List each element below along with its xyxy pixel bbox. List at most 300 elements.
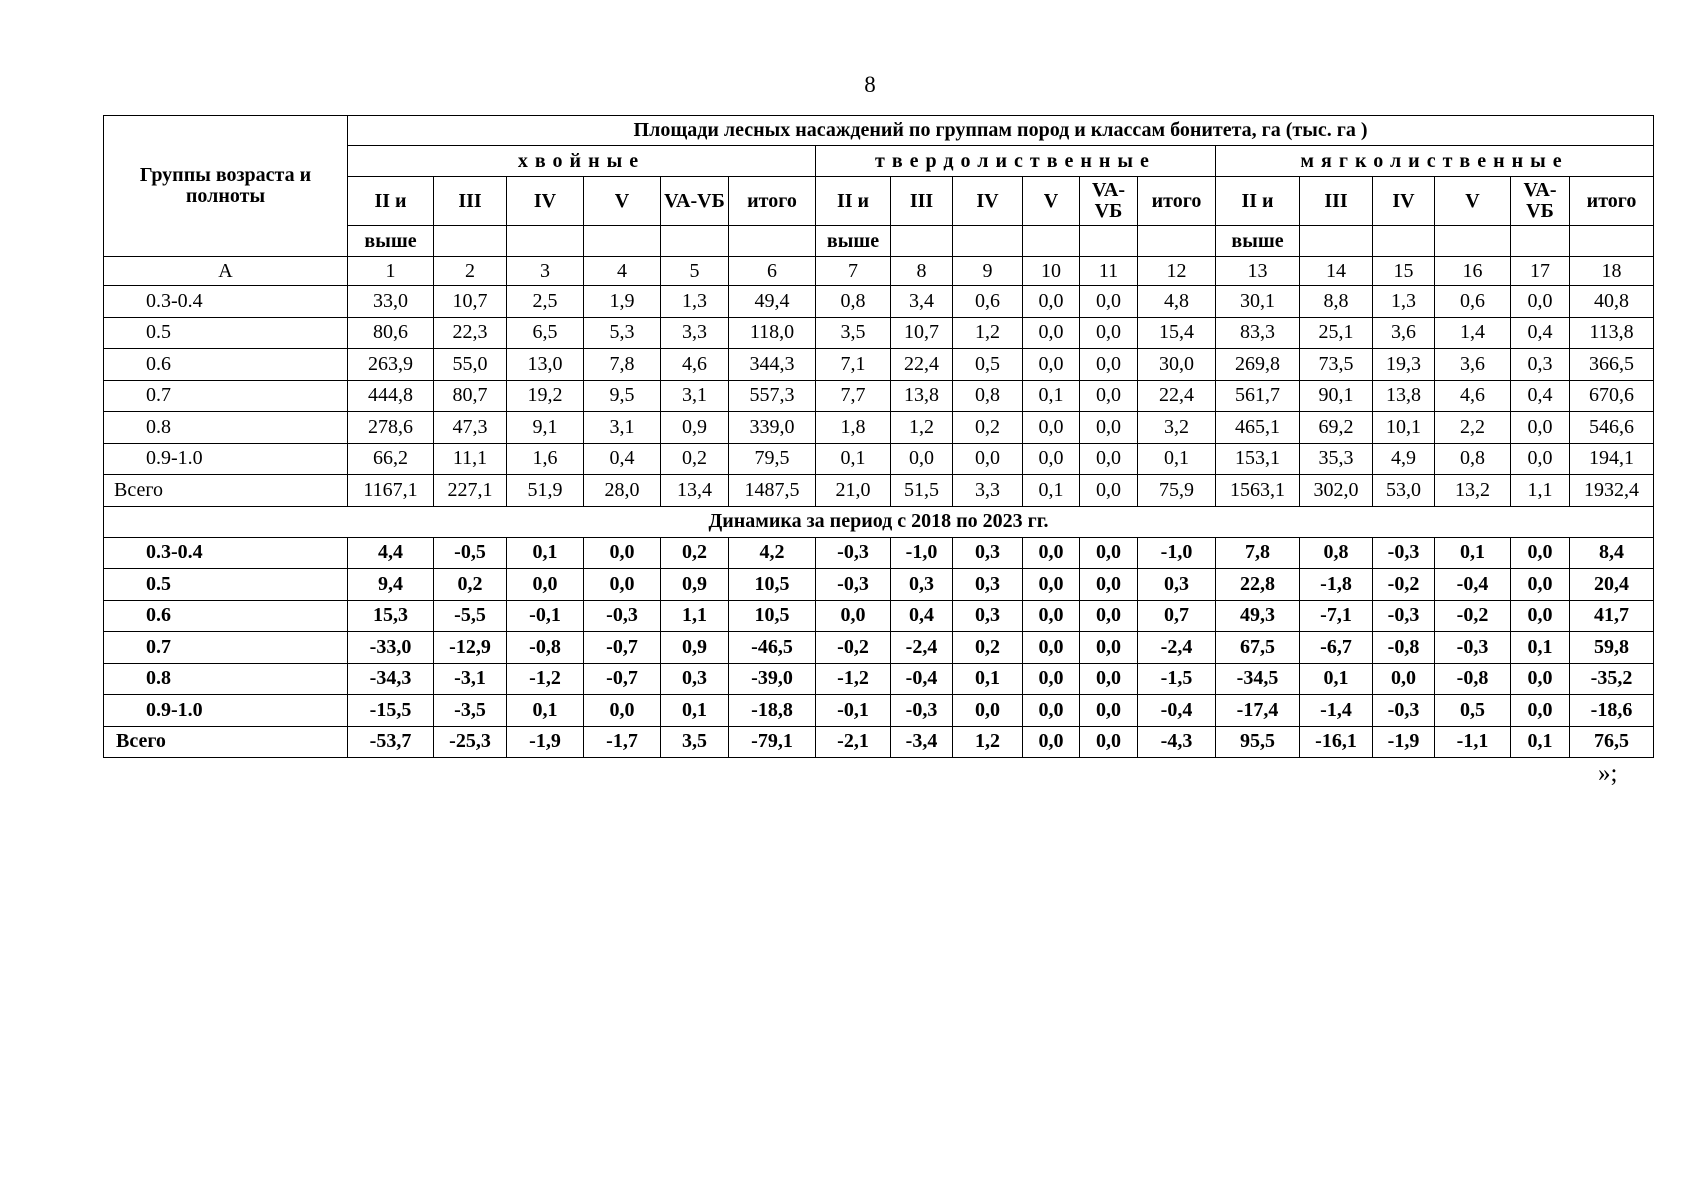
table-cell: 0,3 <box>661 663 729 695</box>
table-cell: -1,5 <box>1138 663 1216 695</box>
table-cell: 0,9 <box>661 632 729 664</box>
column-number: 16 <box>1435 257 1511 286</box>
dynamics-row-label: 0.9-1.0 <box>104 695 348 727</box>
class-header: V <box>1435 177 1511 226</box>
table-cell: 0,0 <box>1080 726 1138 758</box>
table-row <box>104 663 1654 695</box>
class-header: II и <box>1216 177 1300 226</box>
class-subheader <box>953 226 1023 257</box>
table-cell: 83,3 <box>1216 317 1300 349</box>
table-cell: 344,3 <box>729 349 816 381</box>
table-cell: 0,1 <box>1023 475 1080 507</box>
table-cell: 153,1 <box>1216 443 1300 475</box>
table-cell: 79,5 <box>729 443 816 475</box>
table-cell: -2,1 <box>816 726 891 758</box>
total-label: Всего <box>104 475 348 507</box>
table-cell: 7,7 <box>816 380 891 412</box>
table-cell: 1167,1 <box>348 475 434 507</box>
table-cell: 8,4 <box>1570 537 1654 569</box>
table-cell: -18,6 <box>1570 695 1654 727</box>
table-row <box>104 569 1654 601</box>
table-cell: -0,4 <box>1435 569 1511 601</box>
column-number: 5 <box>661 257 729 286</box>
table-cell: 28,0 <box>584 475 661 507</box>
table-cell: 1932,4 <box>1570 475 1654 507</box>
table-cell: 1,8 <box>816 412 891 444</box>
table-cell: 3,5 <box>816 317 891 349</box>
table-cell: 0,0 <box>1023 695 1080 727</box>
table-cell: 1,2 <box>891 412 953 444</box>
class-subheader: выше <box>348 226 434 257</box>
column-number: 2 <box>434 257 507 286</box>
stub-header: Группы возраста и полноты <box>104 116 348 257</box>
table-cell: -25,3 <box>434 726 507 758</box>
table-row <box>104 632 1654 664</box>
dynamics-row-label: 0.8 <box>104 663 348 695</box>
table-cell: 0,2 <box>661 537 729 569</box>
table-cell: 0,0 <box>1023 726 1080 758</box>
class-subheader <box>1023 226 1080 257</box>
table-cell: 1487,5 <box>729 475 816 507</box>
class-subheader <box>1570 226 1654 257</box>
table-row <box>104 286 1654 318</box>
table-cell: 0,8 <box>1435 443 1511 475</box>
column-number: 6 <box>729 257 816 286</box>
table-cell: 21,0 <box>816 475 891 507</box>
table-cell: 0,0 <box>1023 600 1080 632</box>
table-cell: 3,3 <box>661 317 729 349</box>
table-cell: 0,0 <box>1080 412 1138 444</box>
class-subheader <box>1435 226 1511 257</box>
table-cell: -34,3 <box>348 663 434 695</box>
closing-quote: »; <box>1598 760 1618 787</box>
table-cell: 0,1 <box>816 443 891 475</box>
class-header: IV <box>507 177 584 226</box>
table-cell: 10,5 <box>729 569 816 601</box>
table-cell: 19,2 <box>507 380 584 412</box>
table-cell: -15,5 <box>348 695 434 727</box>
table-cell: 51,5 <box>891 475 953 507</box>
table-cell: 1,9 <box>584 286 661 318</box>
table-cell: 0,0 <box>1023 443 1080 475</box>
table-cell: 0,0 <box>1080 632 1138 664</box>
table-cell: 0,0 <box>1511 537 1570 569</box>
table-cell: 19,3 <box>1373 349 1435 381</box>
table-cell: 561,7 <box>1216 380 1300 412</box>
table-cell: 67,5 <box>1216 632 1300 664</box>
table-cell: 0,0 <box>816 600 891 632</box>
class-header: IV <box>953 177 1023 226</box>
class-header: V <box>584 177 661 226</box>
table-cell: 0,0 <box>1080 537 1138 569</box>
table-cell: 66,2 <box>348 443 434 475</box>
table-cell: 13,2 <box>1435 475 1511 507</box>
table-cell: 339,0 <box>729 412 816 444</box>
table-cell: 0,0 <box>1080 475 1138 507</box>
table-cell: -7,1 <box>1300 600 1373 632</box>
table-cell: 1,4 <box>1435 317 1511 349</box>
table-cell: 0,0 <box>1023 317 1080 349</box>
column-number: 18 <box>1570 257 1654 286</box>
table-cell: -0,3 <box>584 600 661 632</box>
table-cell: -1,2 <box>507 663 584 695</box>
table-cell: 30,1 <box>1216 286 1300 318</box>
table-cell: 47,3 <box>434 412 507 444</box>
table-cell: 670,6 <box>1570 380 1654 412</box>
table-row <box>104 600 1654 632</box>
table-cell: 0,9 <box>661 569 729 601</box>
table-cell: 0,0 <box>584 569 661 601</box>
table-cell: 7,8 <box>584 349 661 381</box>
table-cell: 1,3 <box>661 286 729 318</box>
table-cell: -12,9 <box>434 632 507 664</box>
table-cell: -0,3 <box>1435 632 1511 664</box>
table-cell: -1,9 <box>1373 726 1435 758</box>
class-header: III <box>1300 177 1373 226</box>
table-cell: -0,3 <box>816 569 891 601</box>
table-cell: -5,5 <box>434 600 507 632</box>
column-number: 13 <box>1216 257 1300 286</box>
column-number: 12 <box>1138 257 1216 286</box>
table-cell: 0,4 <box>891 600 953 632</box>
table-cell: -3,5 <box>434 695 507 727</box>
table-cell: -18,8 <box>729 695 816 727</box>
table-cell: -1,9 <box>507 726 584 758</box>
table-cell: 0,0 <box>1023 663 1080 695</box>
table-cell: -46,5 <box>729 632 816 664</box>
table-cell: 0,0 <box>507 569 584 601</box>
table-cell: 0,5 <box>953 349 1023 381</box>
table-cell: -3,1 <box>434 663 507 695</box>
table-cell: -6,7 <box>1300 632 1373 664</box>
table-cell: -39,0 <box>729 663 816 695</box>
table-cell: 0,0 <box>953 443 1023 475</box>
class-subheader <box>661 226 729 257</box>
row-label: 0.6 <box>104 349 348 381</box>
table-cell: 0,3 <box>953 537 1023 569</box>
table-cell: 1563,1 <box>1216 475 1300 507</box>
table-cell: 3,5 <box>661 726 729 758</box>
table-row <box>104 317 1654 349</box>
dynamics-total-label: Всего <box>104 726 348 758</box>
table-cell: 1,3 <box>1373 286 1435 318</box>
class-header: итого <box>729 177 816 226</box>
table-cell: 40,8 <box>1570 286 1654 318</box>
table-cell: 0,1 <box>953 663 1023 695</box>
table-cell: 0,1 <box>1138 443 1216 475</box>
table-cell: 0,3 <box>891 569 953 601</box>
group-header-conifer: хвойные <box>348 146 816 177</box>
table-cell: 1,1 <box>661 600 729 632</box>
table-cell: 10,1 <box>1373 412 1435 444</box>
dynamics-title: Динамика за период с 2018 по 2023 гг. <box>104 506 1654 537</box>
table-cell: 76,5 <box>1570 726 1654 758</box>
group-header-softwood: мягколиственные <box>1216 146 1654 177</box>
table-cell: -0,7 <box>584 663 661 695</box>
table-cell: 465,1 <box>1216 412 1300 444</box>
table-cell: 0,9 <box>661 412 729 444</box>
forest-area-table <box>103 115 1654 758</box>
table-cell: 4,2 <box>729 537 816 569</box>
table-cell: 0,1 <box>1023 380 1080 412</box>
table-cell: 30,0 <box>1138 349 1216 381</box>
table-cell: 0,3 <box>1138 569 1216 601</box>
table-cell: 118,0 <box>729 317 816 349</box>
table-cell: 13,8 <box>1373 380 1435 412</box>
row-label: 0.5 <box>104 317 348 349</box>
dynamics-row-label: 0.3-0.4 <box>104 537 348 569</box>
class-subheader <box>891 226 953 257</box>
table-cell: 0,8 <box>1300 537 1373 569</box>
table-cell: 53,0 <box>1373 475 1435 507</box>
table-cell: -0,2 <box>1435 600 1511 632</box>
table-cell: -1,2 <box>816 663 891 695</box>
table-cell: 0,0 <box>1511 695 1570 727</box>
table-cell: 41,7 <box>1570 600 1654 632</box>
table-row <box>104 726 1654 758</box>
table-cell: 0,0 <box>1023 632 1080 664</box>
table-main-title: Площади лесных насаждений по группам пород и классам бонитета, га (тыс. га ) <box>348 116 1654 146</box>
table-cell: 263,9 <box>348 349 434 381</box>
table-cell: -3,4 <box>891 726 953 758</box>
table-cell: -53,7 <box>348 726 434 758</box>
table-cell: -1,4 <box>1300 695 1373 727</box>
table-cell: 113,8 <box>1570 317 1654 349</box>
table-cell: 22,3 <box>434 317 507 349</box>
table-cell: 0,3 <box>953 600 1023 632</box>
table-cell: 13,4 <box>661 475 729 507</box>
table-cell: 0,6 <box>953 286 1023 318</box>
table-cell: 4,6 <box>661 349 729 381</box>
table-cell: 3,2 <box>1138 412 1216 444</box>
table-cell: 0,1 <box>1435 537 1511 569</box>
table-cell: 80,6 <box>348 317 434 349</box>
table-cell: 2,2 <box>1435 412 1511 444</box>
table-cell: 444,8 <box>348 380 434 412</box>
table-row <box>104 412 1654 444</box>
table-cell: -17,4 <box>1216 695 1300 727</box>
column-number: 7 <box>816 257 891 286</box>
table-cell: -0,3 <box>816 537 891 569</box>
table-cell: -0,8 <box>1373 632 1435 664</box>
table-cell: -0,8 <box>1435 663 1511 695</box>
table-cell: 8,8 <box>1300 286 1373 318</box>
table-cell: 22,4 <box>1138 380 1216 412</box>
table-cell: -35,2 <box>1570 663 1654 695</box>
table-cell: 269,8 <box>1216 349 1300 381</box>
table-cell: 0,0 <box>1511 286 1570 318</box>
table-cell: -0,3 <box>891 695 953 727</box>
table-cell: 194,1 <box>1570 443 1654 475</box>
table-cell: 15,4 <box>1138 317 1216 349</box>
table-cell: 10,5 <box>729 600 816 632</box>
table-cell: 0,0 <box>1080 600 1138 632</box>
table-cell: 3,6 <box>1435 349 1511 381</box>
table-cell: 0,0 <box>1023 569 1080 601</box>
table-cell: 3,1 <box>661 380 729 412</box>
dynamics-header-row <box>104 506 1654 537</box>
table-cell: 10,7 <box>434 286 507 318</box>
dynamics-row-label: 0.7 <box>104 632 348 664</box>
table-cell: -0,3 <box>1373 695 1435 727</box>
table-cell: -0,7 <box>584 632 661 664</box>
column-number: 10 <box>1023 257 1080 286</box>
table-cell: -1,7 <box>584 726 661 758</box>
table-cell: -0,2 <box>816 632 891 664</box>
table-cell: 7,1 <box>816 349 891 381</box>
table-cell: 55,0 <box>434 349 507 381</box>
class-subheader <box>584 226 661 257</box>
class-subheader <box>507 226 584 257</box>
table-cell: 3,1 <box>584 412 661 444</box>
table-cell: 546,6 <box>1570 412 1654 444</box>
table-cell: 0,0 <box>1023 412 1080 444</box>
table-cell: -2,4 <box>1138 632 1216 664</box>
class-subheader <box>1373 226 1435 257</box>
table-cell: 4,6 <box>1435 380 1511 412</box>
class-subheader <box>1080 226 1138 257</box>
column-number: 17 <box>1511 257 1570 286</box>
column-number: 1 <box>348 257 434 286</box>
table-cell: 0,0 <box>1080 286 1138 318</box>
table-cell: 3,4 <box>891 286 953 318</box>
table-cell: 35,3 <box>1300 443 1373 475</box>
table-cell: 0,1 <box>1511 726 1570 758</box>
table-cell: 0,0 <box>1023 537 1080 569</box>
table-cell: 1,2 <box>953 317 1023 349</box>
table-cell: 0,1 <box>661 695 729 727</box>
class-header: VA-VБ <box>1080 177 1138 226</box>
table-cell: -4,3 <box>1138 726 1216 758</box>
class-subheader: выше <box>816 226 891 257</box>
class-header: III <box>434 177 507 226</box>
table-cell: 0,1 <box>507 537 584 569</box>
table-row <box>104 475 1654 507</box>
table-row <box>104 537 1654 569</box>
class-subheader <box>1138 226 1216 257</box>
table-cell: -0,8 <box>507 632 584 664</box>
table-cell: 0,8 <box>953 380 1023 412</box>
table-cell: 15,3 <box>348 600 434 632</box>
table-cell: 10,7 <box>891 317 953 349</box>
table-cell: 49,3 <box>1216 600 1300 632</box>
dynamics-row-label: 0.6 <box>104 600 348 632</box>
table-cell: 90,1 <box>1300 380 1373 412</box>
class-subheader: выше <box>1216 226 1300 257</box>
table-cell: 0,0 <box>1511 443 1570 475</box>
table-cell: 7,8 <box>1216 537 1300 569</box>
table-cell: -16,1 <box>1300 726 1373 758</box>
table-cell: 4,9 <box>1373 443 1435 475</box>
table-row <box>104 349 1654 381</box>
table-cell: -0,3 <box>1373 537 1435 569</box>
dynamics-row-label: 0.5 <box>104 569 348 601</box>
table-cell: 11,1 <box>434 443 507 475</box>
table-cell: -0,4 <box>891 663 953 695</box>
table-cell: 227,1 <box>434 475 507 507</box>
column-number: 11 <box>1080 257 1138 286</box>
table-cell: 80,7 <box>434 380 507 412</box>
row-label: 0.9-1.0 <box>104 443 348 475</box>
table-cell: 0,0 <box>1023 349 1080 381</box>
table-cell: 2,5 <box>507 286 584 318</box>
table-cell: 0,6 <box>1435 286 1511 318</box>
table-cell: 6,5 <box>507 317 584 349</box>
column-number: 15 <box>1373 257 1435 286</box>
table-cell: 0,3 <box>953 569 1023 601</box>
class-header: VA-VБ <box>1511 177 1570 226</box>
table-cell: 13,8 <box>891 380 953 412</box>
table-cell: 0,1 <box>507 695 584 727</box>
table-cell: 0,1 <box>1511 632 1570 664</box>
table-cell: -1,8 <box>1300 569 1373 601</box>
class-header: II и <box>816 177 891 226</box>
table-cell: -0,4 <box>1138 695 1216 727</box>
table-cell: 0,0 <box>1080 569 1138 601</box>
class-subheader <box>1511 226 1570 257</box>
table-cell: 95,5 <box>1216 726 1300 758</box>
class-subheader <box>434 226 507 257</box>
table-row <box>104 695 1654 727</box>
table-cell: 51,9 <box>507 475 584 507</box>
table-cell: 0,0 <box>1080 349 1138 381</box>
table-cell: 9,5 <box>584 380 661 412</box>
table-cell: 0,5 <box>1435 695 1511 727</box>
table-cell: 0,0 <box>1080 443 1138 475</box>
table-cell: 20,4 <box>1570 569 1654 601</box>
table-cell: 0,0 <box>891 443 953 475</box>
table-cell: -2,4 <box>891 632 953 664</box>
column-number: 4 <box>584 257 661 286</box>
table-cell: 0,0 <box>1080 380 1138 412</box>
class-header: итого <box>1570 177 1654 226</box>
table-cell: 0,0 <box>584 695 661 727</box>
table-cell: 33,0 <box>348 286 434 318</box>
table-cell: 0,4 <box>1511 380 1570 412</box>
table-cell: -1,0 <box>1138 537 1216 569</box>
row-label: 0.3-0.4 <box>104 286 348 318</box>
table-cell: 278,6 <box>348 412 434 444</box>
table-cell: -0,1 <box>816 695 891 727</box>
group-header-hardwood: твердолиственные <box>816 146 1216 177</box>
table-cell: 0,2 <box>953 412 1023 444</box>
table-cell: 59,8 <box>1570 632 1654 664</box>
table-cell: 22,8 <box>1216 569 1300 601</box>
table-cell: 4,8 <box>1138 286 1216 318</box>
table-cell: 302,0 <box>1300 475 1373 507</box>
table-cell: 3,6 <box>1373 317 1435 349</box>
table-cell: 22,4 <box>891 349 953 381</box>
table-cell: -34,5 <box>1216 663 1300 695</box>
table-cell: 0,0 <box>1511 663 1570 695</box>
table-cell: 0,0 <box>953 695 1023 727</box>
table-cell: 0,0 <box>1080 663 1138 695</box>
class-header: V <box>1023 177 1080 226</box>
table-cell: -0,5 <box>434 537 507 569</box>
table-cell: 13,0 <box>507 349 584 381</box>
table-cell: 3,3 <box>953 475 1023 507</box>
page-number: 8 <box>864 72 876 97</box>
table-cell: 0,4 <box>584 443 661 475</box>
class-header: II и <box>348 177 434 226</box>
table-cell: -79,1 <box>729 726 816 758</box>
table-cell: 9,1 <box>507 412 584 444</box>
table-cell: 0,0 <box>1023 286 1080 318</box>
class-subheader <box>1300 226 1373 257</box>
table-cell: 0,0 <box>1373 663 1435 695</box>
column-number: 9 <box>953 257 1023 286</box>
table-cell: -1,0 <box>891 537 953 569</box>
